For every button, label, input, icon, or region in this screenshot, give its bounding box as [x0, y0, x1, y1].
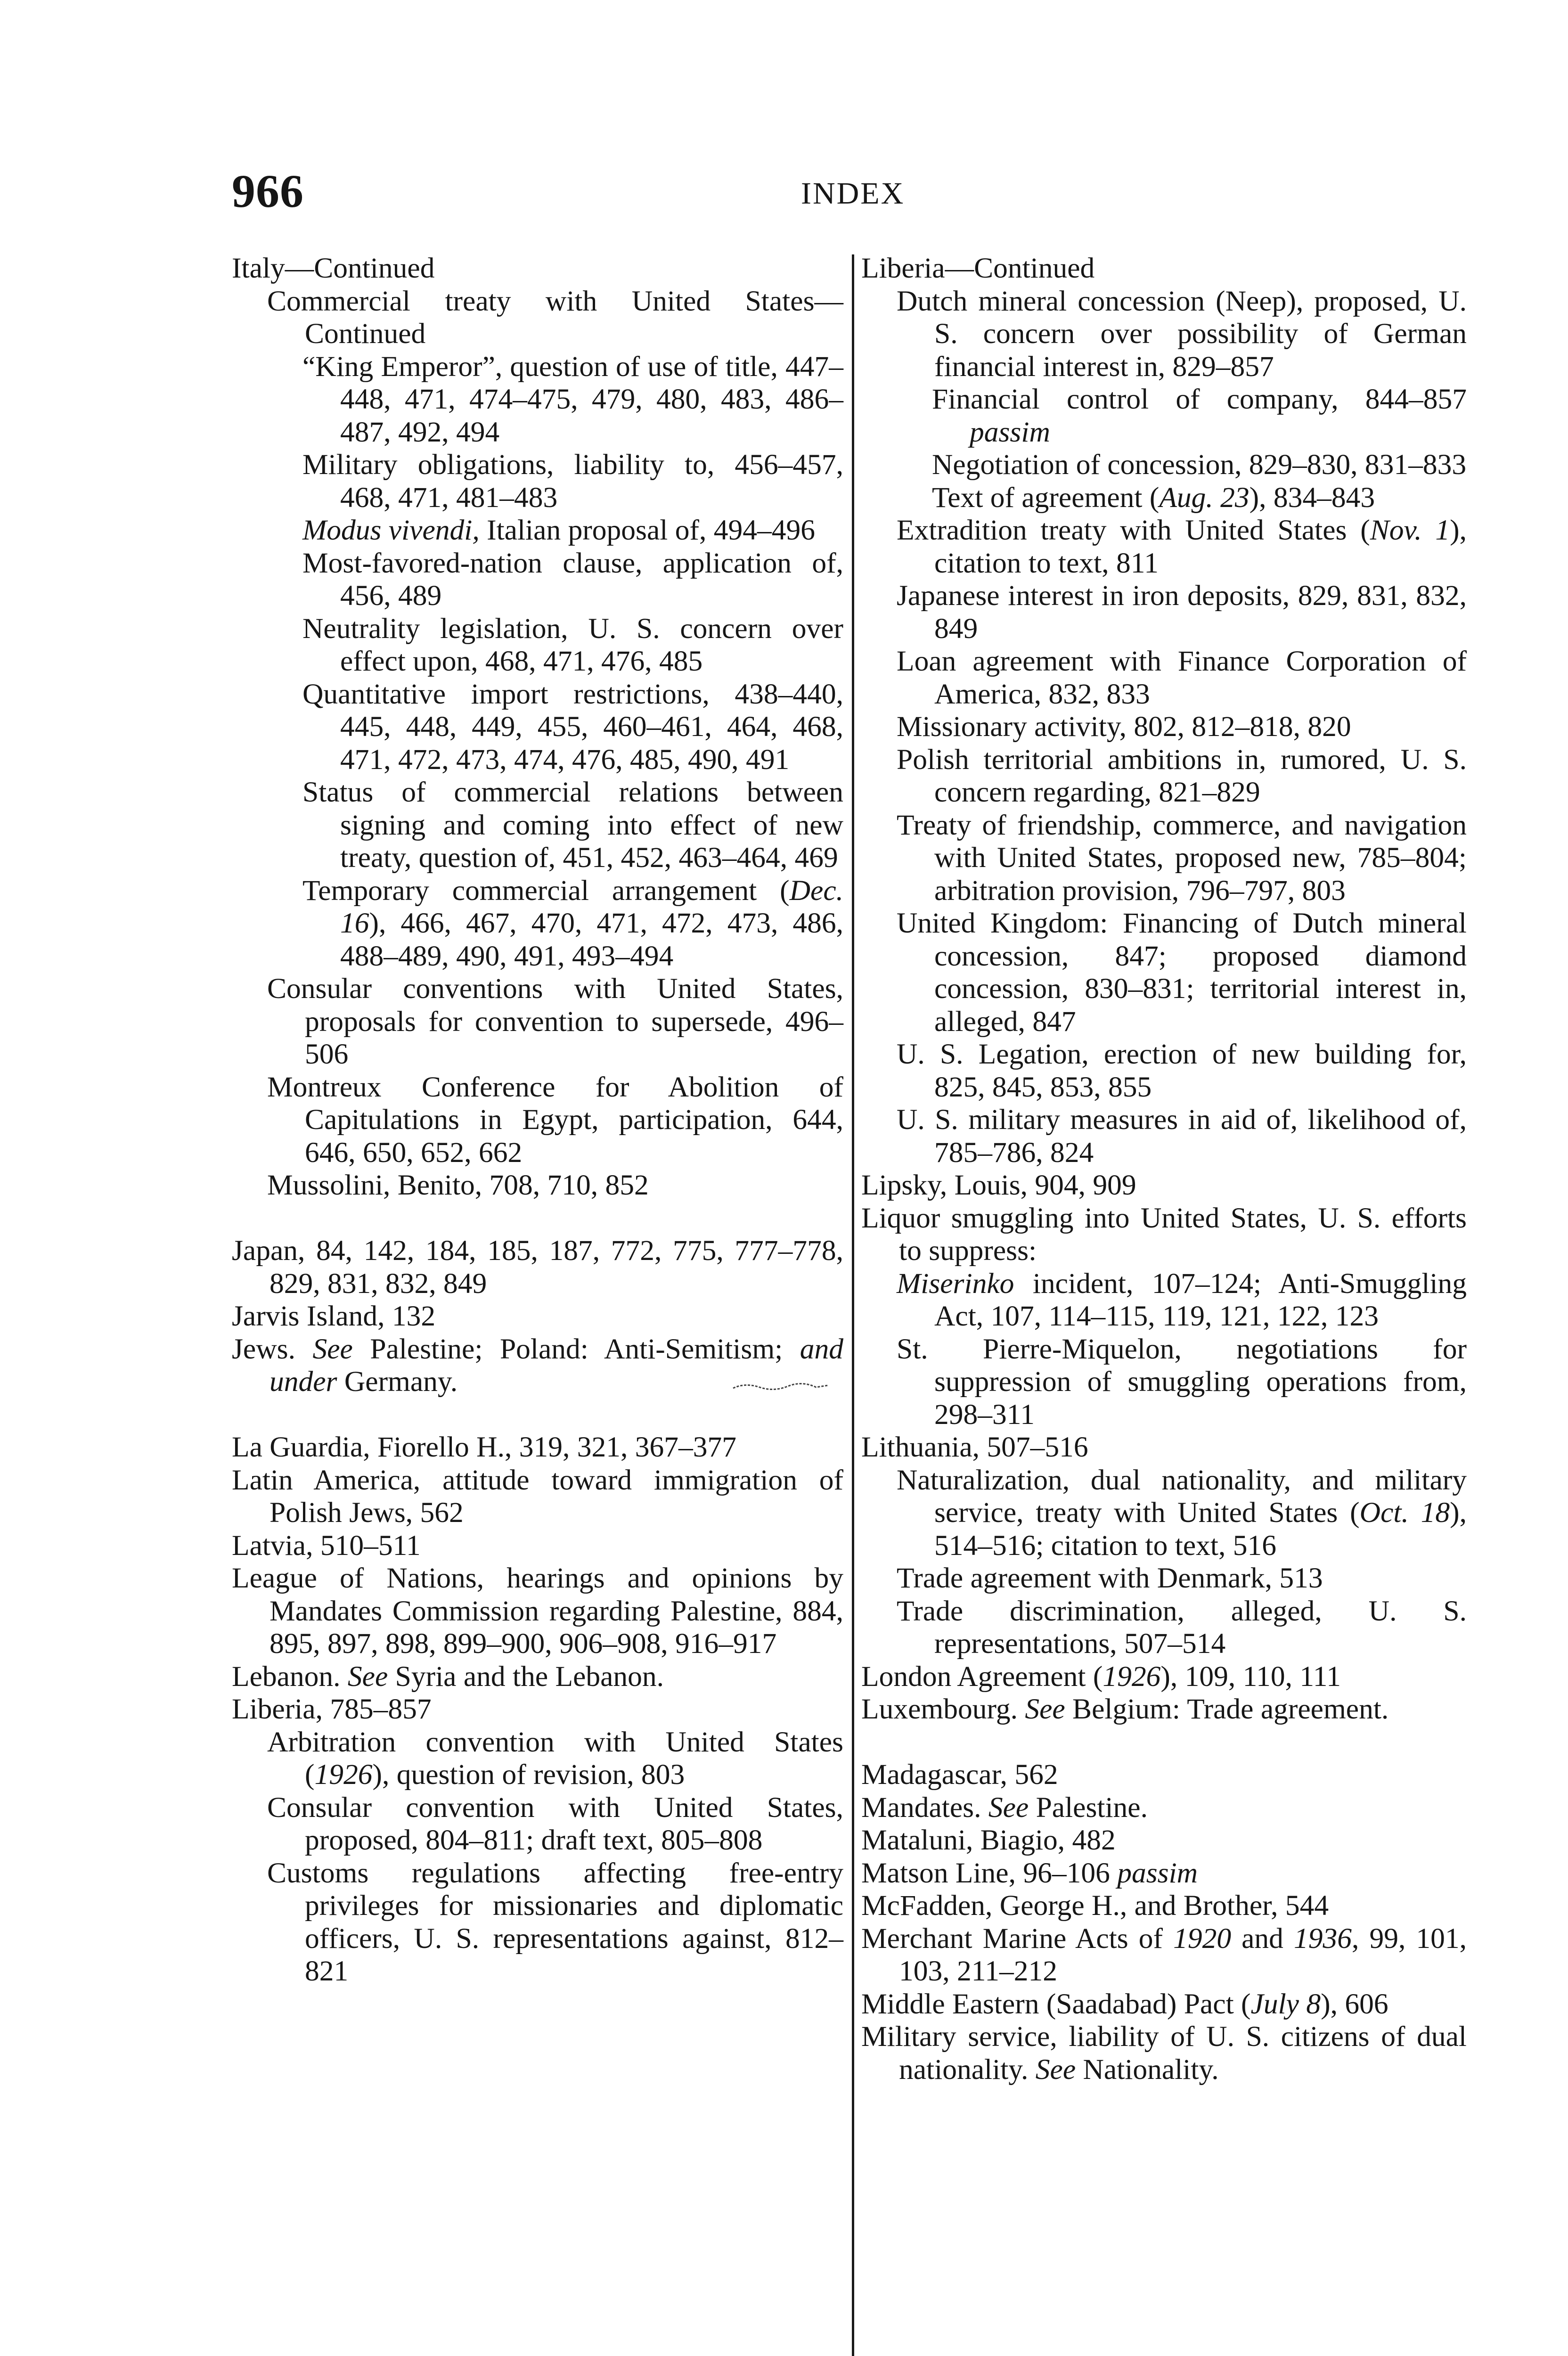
- index-entry: Mataluni, Biagio, 482: [861, 1824, 1116, 1856]
- entry-text: Arbitration convention with United States (: [267, 1726, 843, 1791]
- index-entry: Latin America, attitude toward immigration of Polish Jews, 562: [232, 1464, 843, 1529]
- index-subentry: Status of commercial relations between signing and coming into effect of new treaty, question of, 451, 452, 463–464, 469: [302, 776, 843, 874]
- see-reference: See: [347, 1660, 388, 1693]
- entry-text: and: [1231, 1922, 1294, 1955]
- italic-year: 1926: [1102, 1660, 1161, 1693]
- index-subentry: United Kingdom: Financing of Dutch mineral concession, 847; proposed diamond concession, 830–831; territorial interest in, alleged, 847: [897, 907, 1467, 1038]
- see-reference: See: [312, 1333, 353, 1365]
- index-entry: [861, 1857, 1467, 1890]
- page-number: 966: [232, 165, 304, 217]
- index-subentry-commercial-treaty: Commercial treaty with United States—Continued: [267, 285, 843, 350]
- entry-text: Merchant Marine Acts of: [861, 1922, 1174, 1955]
- right-column: [861, 252, 1467, 2086]
- index-subentry: Most-favored-nation clause, application of, 456, 489: [302, 547, 843, 612]
- index-entry: McFadden, George H., and Brother, 544: [861, 1890, 1329, 1922]
- index-subentry: Montreux Conference for Abolition of Capitulations in Egypt, participation, 644, 646, 650, 652, 662: [267, 1071, 843, 1169]
- entry-text: ), 514–516; citation to text, 516: [934, 1497, 1467, 1562]
- entry-text: Middle Eastern (Saadabad) Pact (: [861, 1988, 1251, 2020]
- index-subentry: Customs regulations affecting free-entry privileges for missionaries and diplomatic officers, U. S. representations against, 812–821: [267, 1857, 843, 1987]
- index-subentry: [861, 383, 1467, 449]
- see-reference: See: [1025, 1693, 1065, 1725]
- entry-text: Luxembourg.: [861, 1693, 1025, 1725]
- index-entry: Lithuania, 507–516: [861, 1431, 1088, 1463]
- entry-text: ), 466, 467, 470, 471, 472, 473, 486, 488–489, 490, 491, 493–494: [340, 907, 843, 972]
- index-subentry: [232, 1726, 843, 1792]
- italic-date: Oct. 18: [1359, 1497, 1450, 1529]
- index-entry: [861, 1988, 1467, 2021]
- entry-text: Nationality.: [1076, 2053, 1219, 2086]
- index-subentry: St. Pierre-Miquelon, negotiations for suppression of smuggling operations from, 298–311: [897, 1333, 1467, 1431]
- index-subentry: Trade discrimination, alleged, U. S. representations, 507–514: [897, 1595, 1467, 1660]
- index-subentry: U. S. military measures in aid of, likelihood of, 785–786, 824: [897, 1104, 1467, 1169]
- index-subentry: [861, 1464, 1467, 1562]
- index-subentry: [232, 875, 843, 973]
- running-header: INDEX: [801, 176, 905, 211]
- italic-year: 1920: [1173, 1922, 1232, 1955]
- index-entry: Japan, 84, 142, 184, 185, 187, 772, 775, 777–778, 829, 831, 832, 849: [232, 1235, 843, 1300]
- index-subentry: [861, 514, 1467, 580]
- entry-text: Lebanon.: [232, 1660, 348, 1693]
- index-entry: Liberia, 785–857: [232, 1693, 432, 1725]
- italic-date: Dec. 16: [340, 874, 843, 939]
- entry-text: Naturalization, dual nationality, and military service, treaty with United States (: [897, 1464, 1467, 1529]
- index-entry: Latvia, 510–511: [232, 1529, 421, 1562]
- index-subentry: Missionary activity, 802, 812–818, 820: [897, 711, 1351, 743]
- index-entry: [861, 1693, 1467, 1726]
- entry-text: Military service, liability of U. S. citizens of dual nationality.: [861, 2021, 1467, 2086]
- index-subentry: Dutch mineral concession (Neep), proposed, U. S. concern over possibility of German financial interest in, 829–857: [897, 285, 1467, 383]
- italic-text: Modus vivendi,: [302, 514, 480, 546]
- see-reference: See: [1035, 2053, 1076, 2086]
- index-subentry: Polish territorial ambitions in, rumored, U. S. concern regarding, 821–829: [897, 743, 1467, 808]
- see-reference: See: [988, 1791, 1029, 1824]
- index-subentry: [232, 514, 843, 547]
- entry-text: Temporary commercial arrangement (: [302, 874, 790, 907]
- index-entry: Jarvis Island, 132: [232, 1300, 436, 1332]
- index-subentry: Quantitative import restrictions, 438–440, 445, 448, 449, 455, 460–461, 464, 468, 471, 472, 473, 474, 476, 485, 490, 491: [302, 678, 843, 776]
- entry-text: Palestine; Poland: Anti-Semitism;: [352, 1333, 800, 1365]
- entry-text: ), 834–843: [1249, 481, 1375, 514]
- index-subentry: [861, 1268, 1467, 1333]
- entry-text: Mandates.: [861, 1791, 988, 1824]
- index-subentry: Neutrality legislation, U. S. concern over effect upon, 468, 471, 476, 485: [302, 612, 843, 677]
- index-subentry: U. S. Legation, erection of new building for, 825, 845, 853, 855: [897, 1038, 1467, 1103]
- index-entry: [861, 2021, 1467, 2086]
- index-subentry: Mussolini, Benito, 708, 710, 852: [267, 1169, 649, 1201]
- entry-text: ), question of revision, 803: [372, 1759, 685, 1791]
- entry-text: Italian proposal of, 494–496: [479, 514, 815, 546]
- index-entry: [861, 1792, 1467, 1824]
- entry-text: Syria and the Lebanon.: [388, 1660, 664, 1693]
- italic-year: 1926: [314, 1759, 373, 1791]
- index-entry: [861, 1661, 1467, 1693]
- index-entry: League of Nations, hearings and opinions by Mandates Commission regarding Palestine, 884, 895, 897, 898, 899–900, 906–908, 916–917: [232, 1562, 843, 1660]
- entry-text: London Agreement (: [861, 1660, 1103, 1693]
- entry-text: Financial control of company, 844–857: [932, 383, 1467, 415]
- entry-text: Jews.: [232, 1333, 313, 1365]
- italic-date: Nov. 1: [1370, 514, 1450, 546]
- index-subentry: Consular conventions with United States, proposals for convention to supersede, 496–506: [267, 973, 843, 1070]
- index-entry: La Guardia, Fiorello H., 319, 321, 367–377: [232, 1431, 736, 1463]
- index-subentry: [861, 482, 1467, 515]
- index-subentry: Consular convention with United States, proposed, 804–811; draft text, 805–808: [267, 1791, 843, 1856]
- entry-text: Text of agreement (: [932, 481, 1160, 514]
- column-divider: [852, 254, 854, 2356]
- index-entry-heading: Liberia—Continued: [861, 252, 1095, 284]
- index-subentry: Treaty of friendship, commerce, and navigation with United States, proposed new, 785–804; arbitration provision, 796–797, 803: [897, 809, 1467, 907]
- italic-date: July 8: [1250, 1988, 1321, 2020]
- entry-text: ), 606: [1321, 1988, 1388, 2020]
- index-subentry: Japanese interest in iron deposits, 829, 831, 832, 849: [897, 580, 1467, 645]
- entry-text: ), 109, 110, 111: [1160, 1660, 1341, 1693]
- index-entry: Madagascar, 562: [861, 1759, 1058, 1791]
- italic-year: 1936: [1294, 1922, 1352, 1955]
- italic-text: passim: [1117, 1857, 1198, 1889]
- entry-text: Germany.: [337, 1366, 458, 1398]
- index-entry: Liquor smuggling into United States, U. S. efforts to suppress:: [861, 1202, 1467, 1267]
- entry-text: incident, 107–124; Anti-Smuggling Act, 107, 114–115, 119, 121, 122, 123: [934, 1267, 1467, 1332]
- index-entry: [861, 1922, 1467, 1988]
- italic-text: and under: [270, 1333, 843, 1398]
- index-subentry: “King Emperor”, question of use of title, 447–448, 471, 474–475, 479, 480, 483, 486–487, 492, 494: [302, 350, 843, 448]
- italic-text: passim: [970, 416, 1050, 448]
- italic-text: Miserinko: [897, 1267, 1014, 1300]
- index-subentry: Negotiation of concession, 829–830, 831–833: [932, 449, 1467, 481]
- index-subentry: Loan agreement with Finance Corporation of America, 832, 833: [897, 645, 1467, 710]
- index-entry: [232, 1661, 843, 1693]
- index-subentry: Military obligations, liability to, 456–457, 468, 471, 481–483: [302, 449, 843, 514]
- italic-date: Aug. 23: [1159, 481, 1250, 514]
- index-entry-heading: Italy—Continued: [232, 252, 435, 284]
- left-column: [232, 252, 843, 1988]
- entry-text: Belgium: Trade agreement.: [1065, 1693, 1389, 1725]
- entry-text: Palestine.: [1029, 1791, 1148, 1824]
- entry-text: Extradition treaty with United States (: [897, 514, 1370, 546]
- entry-text: ), citation to text, 811: [934, 514, 1467, 579]
- index-entry: Lipsky, Louis, 904, 909: [861, 1169, 1136, 1201]
- index-subentry: Trade agreement with Denmark, 513: [897, 1562, 1323, 1594]
- index-entry: [232, 1333, 843, 1399]
- entry-text: , 99, 101, 103, 211–212: [899, 1922, 1467, 1987]
- entry-text: Matson Line, 96–106: [861, 1857, 1118, 1889]
